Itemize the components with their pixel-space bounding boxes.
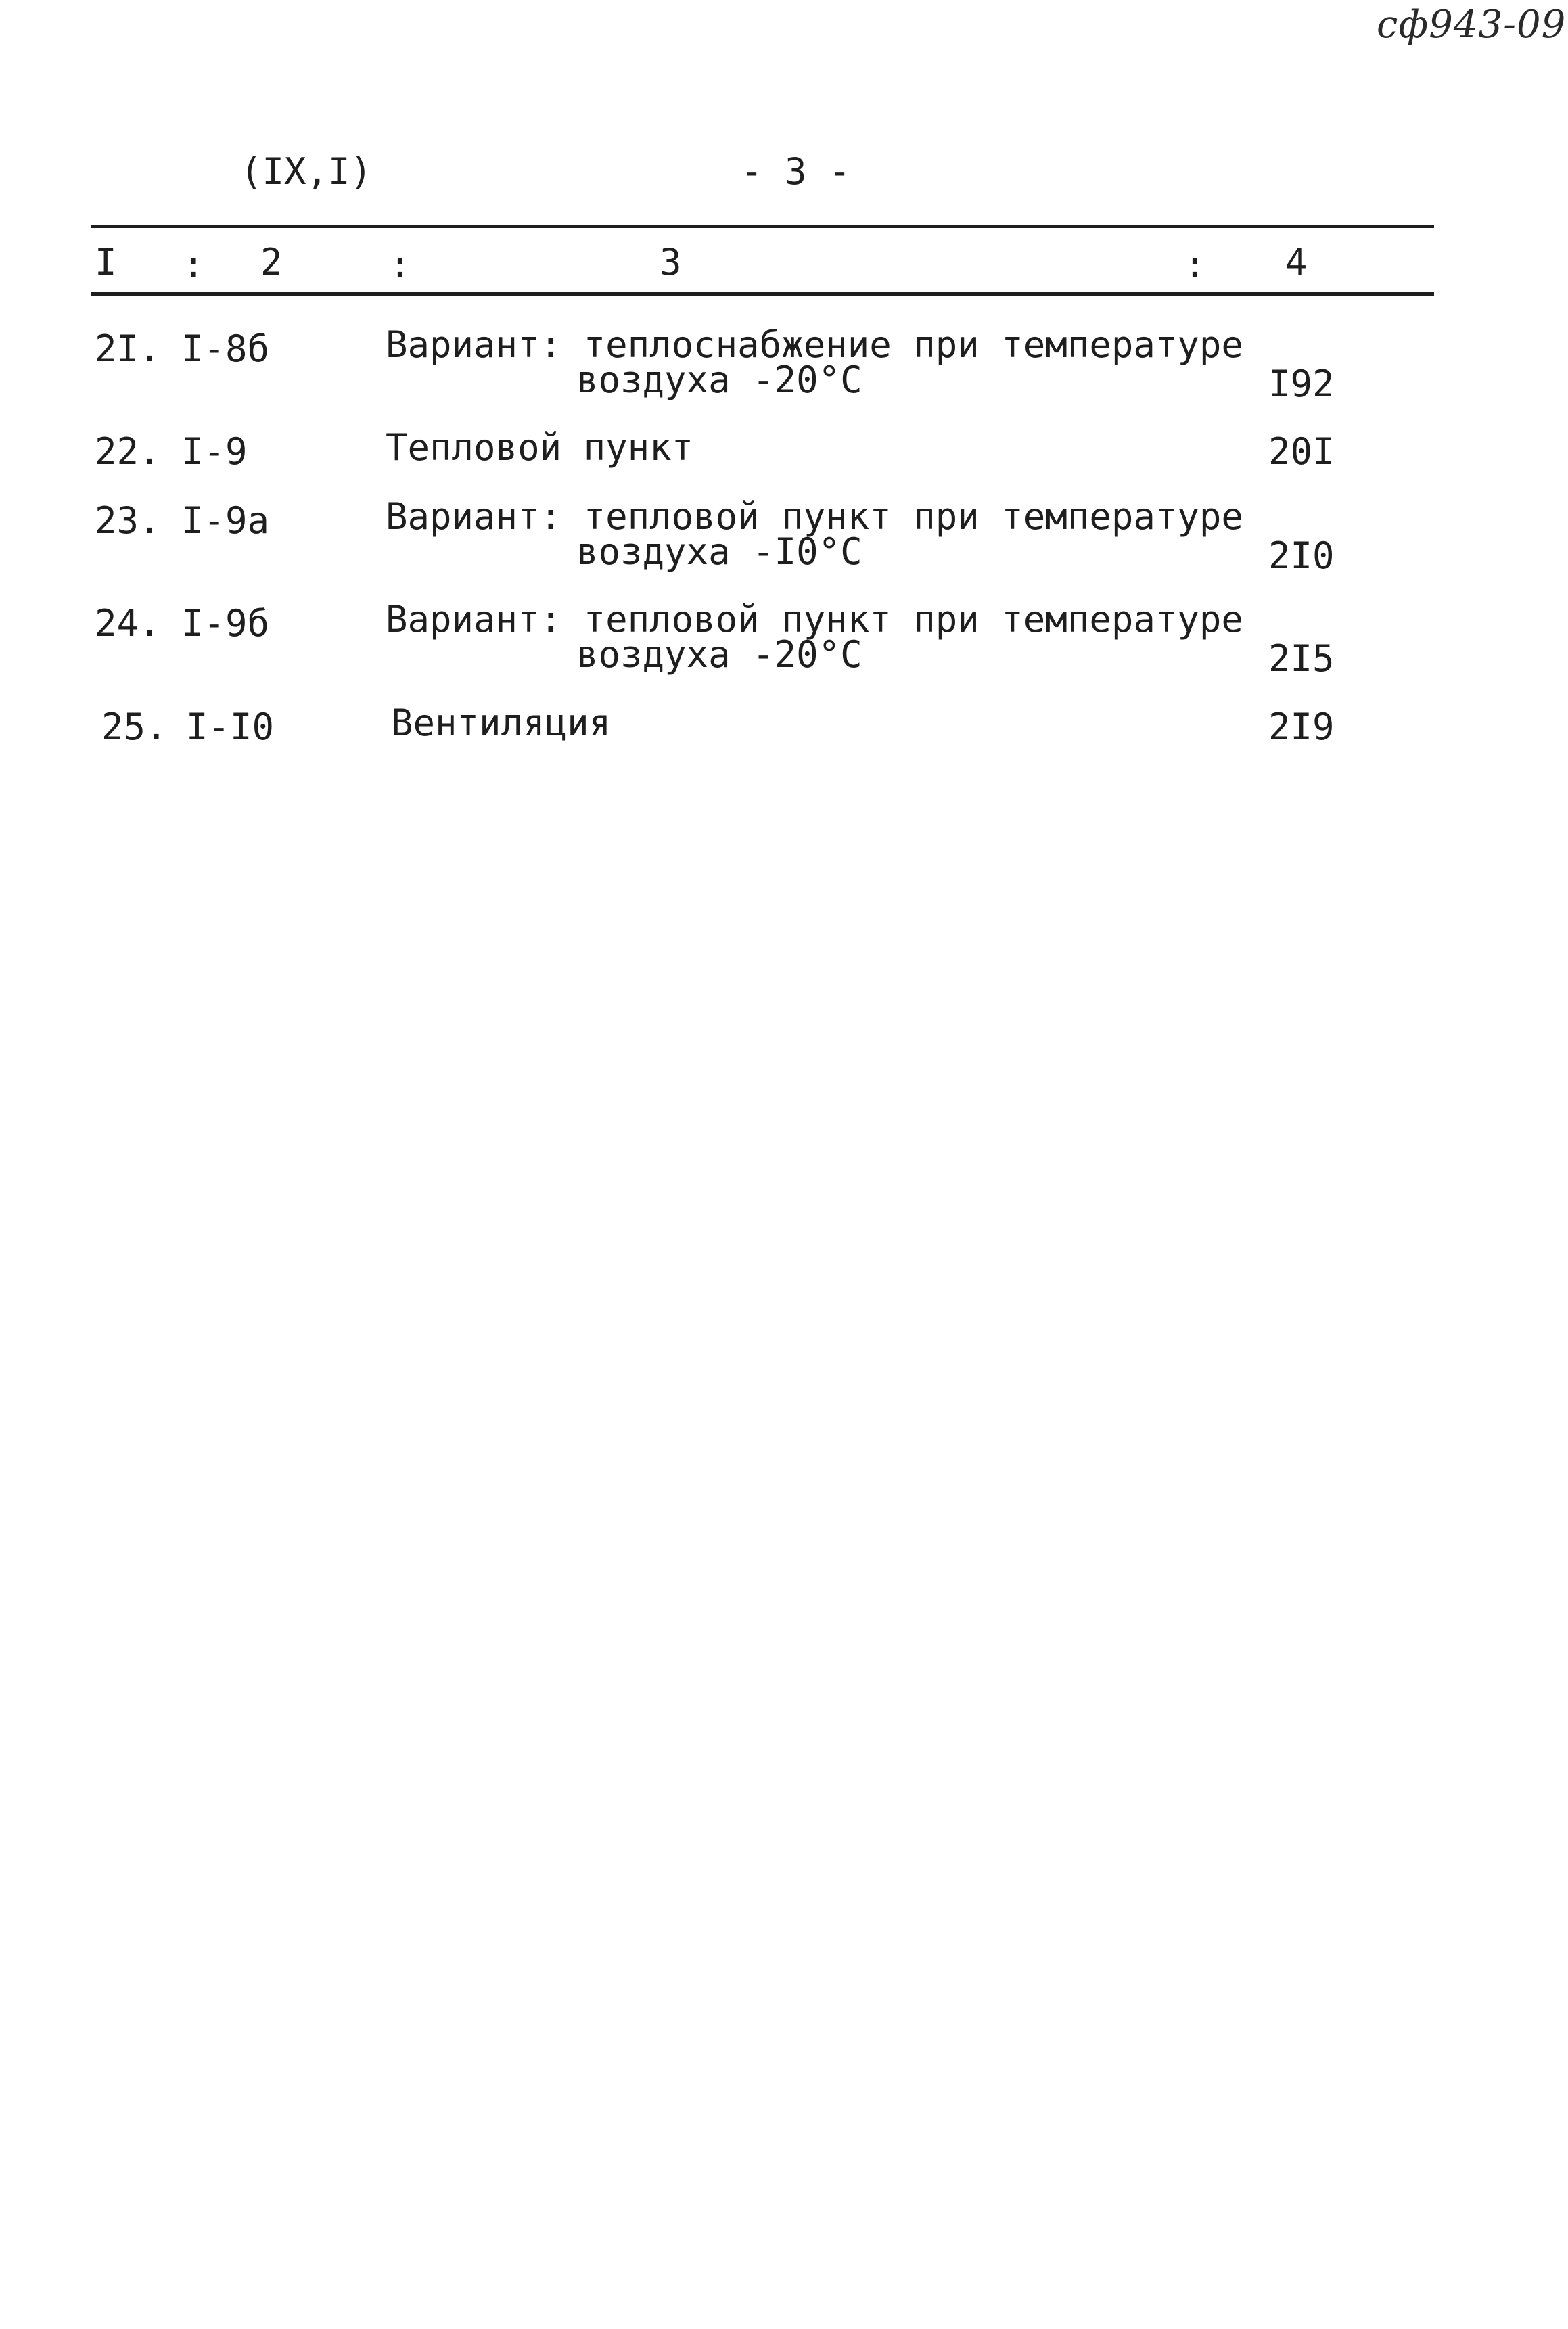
row-code: I-9а: [181, 499, 270, 542]
row-description: [386, 598, 1243, 676]
row-page: I92: [1268, 363, 1335, 405]
row-description: [386, 426, 694, 469]
column-header-4: 4: [1285, 241, 1308, 283]
row-page: 2I5: [1268, 637, 1335, 680]
row-number: 24.: [95, 602, 161, 645]
row-description-line1: Вентиляция: [391, 701, 612, 744]
row-description-line1: Тепловой пункт: [386, 426, 694, 469]
column-separator: :: [389, 244, 411, 286]
row-code: I-9б: [181, 602, 270, 645]
row-description: [386, 495, 1243, 573]
row-description-line2: воздуха -I0°С: [576, 530, 862, 573]
row-description-line1: Вариант: тепловой пункт при температуре: [386, 495, 1243, 538]
row-page: 2I0: [1268, 534, 1335, 577]
page-number: - 3 -: [741, 150, 851, 193]
row-description-line1: Вариант: теплоснабжение при температуре: [386, 323, 1243, 366]
row-number: 22.: [95, 430, 161, 473]
column-separator: :: [183, 244, 205, 286]
row-number: 2I.: [95, 327, 161, 370]
row-code: I-8б: [181, 327, 270, 370]
row-number: 23.: [95, 499, 161, 542]
row-description: [391, 701, 612, 744]
row-code: I-9: [181, 430, 248, 473]
column-header-1: I: [95, 241, 117, 283]
archive-stamp: сф943-09: [1377, 3, 1567, 47]
document-ref: (IX,I): [240, 150, 373, 193]
column-separator: :: [1184, 244, 1206, 286]
table-header-rule: [91, 292, 1434, 296]
column-header-2: 2: [260, 241, 283, 283]
row-description-line2: воздуха -20°С: [576, 633, 862, 676]
table-top-rule: [91, 225, 1434, 228]
row-number: 25.: [101, 706, 168, 748]
row-description-line2: воздуха -20°С: [576, 359, 862, 401]
row-description: [386, 323, 1243, 401]
row-page: 20I: [1268, 430, 1335, 473]
row-description-line1: Вариант: тепловой пункт при температуре: [386, 598, 1243, 641]
column-header-3: 3: [660, 241, 682, 283]
row-code: I-I0: [186, 706, 275, 748]
row-page: 2I9: [1268, 706, 1335, 748]
